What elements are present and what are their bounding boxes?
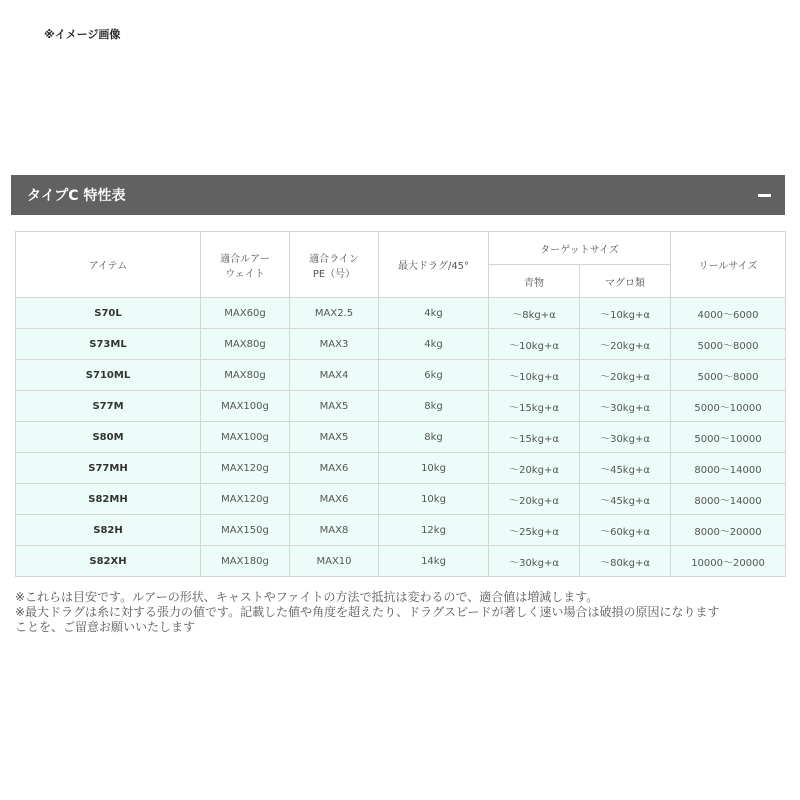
- cell-line: MAX4: [290, 360, 379, 391]
- cell-drag: 10kg: [379, 484, 489, 515]
- table-row: [16, 546, 786, 577]
- note-2: ※最大ドラグは糸に対する張力の値です。記載した値や角度を超えたり、ドラグスピードが著しく速い場合は破損の原因になります: [15, 605, 720, 619]
- cell-aomono: ～30kg+α: [489, 546, 580, 577]
- cell-maguro: ～45kg+α: [580, 453, 671, 484]
- cell-drag: 10kg: [379, 453, 489, 484]
- cell-aomono: ～15kg+α: [489, 422, 580, 453]
- cell-item: S77M: [16, 391, 201, 422]
- cell-reel: 5000～10000: [671, 422, 786, 453]
- table-row: [16, 422, 786, 453]
- table-row: [16, 515, 786, 546]
- cell-lure: MAX100g: [201, 422, 290, 453]
- cell-line: MAX2.5: [290, 298, 379, 329]
- table-row: [16, 329, 786, 360]
- header-aomono: 青物: [489, 265, 580, 298]
- cell-line: MAX6: [290, 453, 379, 484]
- cell-aomono: ～10kg+α: [489, 329, 580, 360]
- header-lure-weight-line1: 適合ルアー: [220, 253, 270, 265]
- cell-drag: 14kg: [379, 546, 489, 577]
- cell-reel: 5000～10000: [671, 391, 786, 422]
- cell-line: MAX5: [290, 422, 379, 453]
- cell-aomono: ～25kg+α: [489, 515, 580, 546]
- cell-drag: 12kg: [379, 515, 489, 546]
- cell-reel: 8000～14000: [671, 484, 786, 515]
- table-row: [16, 391, 786, 422]
- cell-line: MAX10: [290, 546, 379, 577]
- cell-maguro: ～20kg+α: [580, 360, 671, 391]
- header-lure-weight: [201, 232, 290, 298]
- cell-item: S710ML: [16, 360, 201, 391]
- cell-aomono: ～20kg+α: [489, 453, 580, 484]
- header-line-line2: PE（号）: [312, 268, 356, 280]
- cell-line: MAX6: [290, 484, 379, 515]
- cell-maguro: ～45kg+α: [580, 484, 671, 515]
- cell-drag: 8kg: [379, 391, 489, 422]
- cell-item: S82MH: [16, 484, 201, 515]
- cell-aomono: ～8kg+α: [489, 298, 580, 329]
- section-header[interactable]: [11, 175, 785, 215]
- minus-icon[interactable]: [758, 194, 771, 197]
- cell-reel: 5000～8000: [671, 360, 786, 391]
- cell-line: MAX8: [290, 515, 379, 546]
- cell-maguro: ～30kg+α: [580, 422, 671, 453]
- cell-drag: 4kg: [379, 298, 489, 329]
- cell-lure: MAX80g: [201, 329, 290, 360]
- header-maguro: マグロ類: [580, 265, 671, 298]
- cell-drag: 8kg: [379, 422, 489, 453]
- spec-table-body: [16, 298, 786, 577]
- cell-aomono: ～10kg+α: [489, 360, 580, 391]
- note-3: ことを、ご留意お願いいたします: [15, 620, 196, 634]
- cell-aomono: ～15kg+α: [489, 391, 580, 422]
- cell-reel: 10000～20000: [671, 546, 786, 577]
- cell-item: S82XH: [16, 546, 201, 577]
- cell-aomono: ～20kg+α: [489, 484, 580, 515]
- cell-drag: 4kg: [379, 329, 489, 360]
- header-target-size: ターゲットサイズ: [489, 232, 671, 265]
- header-reel-size: リールサイズ: [671, 232, 786, 298]
- notes: [15, 590, 790, 635]
- cell-drag: 6kg: [379, 360, 489, 391]
- cell-reel: 5000～8000: [671, 329, 786, 360]
- header-max-drag: 最大ドラグ/45°: [379, 232, 489, 298]
- cell-item: S77MH: [16, 453, 201, 484]
- cell-line: MAX3: [290, 329, 379, 360]
- cell-item: S80M: [16, 422, 201, 453]
- cell-lure: MAX120g: [201, 453, 290, 484]
- table-row: [16, 484, 786, 515]
- spec-table: [15, 231, 786, 577]
- cell-maguro: ～60kg+α: [580, 515, 671, 546]
- cell-maguro: ～80kg+α: [580, 546, 671, 577]
- cell-lure: MAX60g: [201, 298, 290, 329]
- header-item: アイテム: [16, 232, 201, 298]
- cell-reel: 8000～14000: [671, 453, 786, 484]
- note-1: ※これらは目安です。ルアーの形状、キャストやファイトの方法で抵抗は変わるので、適合値は増減します。: [15, 590, 599, 604]
- cell-lure: MAX80g: [201, 360, 290, 391]
- cell-line: MAX5: [290, 391, 379, 422]
- table-row: [16, 298, 786, 329]
- header-line-line1: 適合ライン: [309, 253, 359, 265]
- cell-lure: MAX100g: [201, 391, 290, 422]
- cell-maguro: ～10kg+α: [580, 298, 671, 329]
- cell-maguro: ～30kg+α: [580, 391, 671, 422]
- header-line: [290, 232, 379, 298]
- cell-item: S73ML: [16, 329, 201, 360]
- cell-lure: MAX150g: [201, 515, 290, 546]
- cell-item: S70L: [16, 298, 201, 329]
- cell-maguro: ～20kg+α: [580, 329, 671, 360]
- cell-lure: MAX120g: [201, 484, 290, 515]
- cell-reel: 8000～20000: [671, 515, 786, 546]
- cell-lure: MAX180g: [201, 546, 290, 577]
- section-title: タイプC 特性表: [27, 188, 126, 204]
- cell-item: S82H: [16, 515, 201, 546]
- table-row: [16, 360, 786, 391]
- header-lure-weight-line2: ウェイト: [225, 268, 265, 280]
- table-row: [16, 453, 786, 484]
- cell-reel: 4000～6000: [671, 298, 786, 329]
- image-caption: ※イメージ画像: [44, 28, 121, 41]
